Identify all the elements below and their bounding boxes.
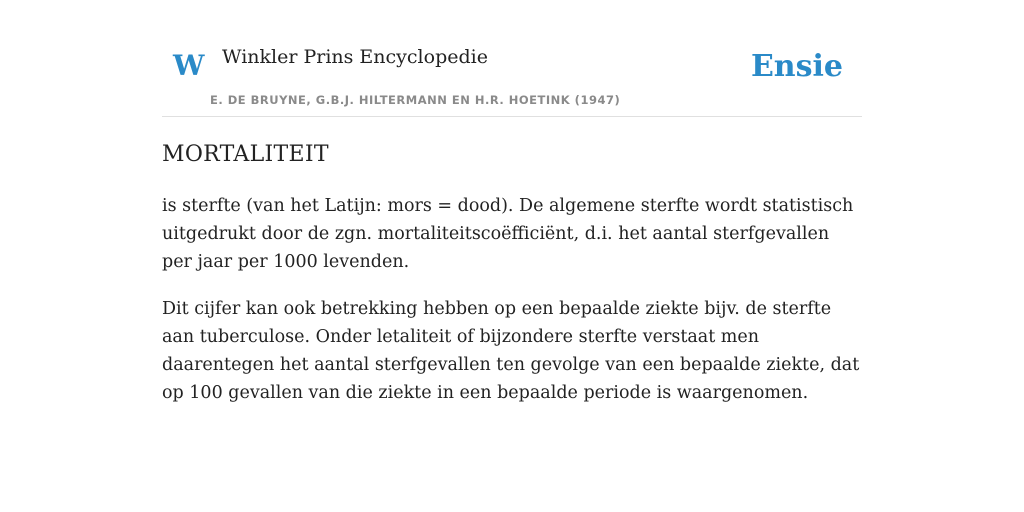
entry-paragraph: Dit cijfer kan ook betrekking hebben op een bepaalde ziekte bijv. de sterfte aan tuberculose. Onder letaliteit of bijzondere sterfte verstaat men daarentegen het aantal sterfgevallen ten gevolge van een bepaalde ziekte, dat op 100 gevallen van die ziekte in een bepaalde periode is waargenomen.	[162, 299, 860, 403]
entry-content	[162, 138, 862, 407]
entry-title: MORTALITEIT	[162, 142, 329, 167]
ensie-logo[interactable]: Ensie	[750, 49, 843, 84]
entry-paragraph: is sterfte (van het Latijn: mors = dood). De algemene sterfte wordt statistisch uitgedrukt door de zgn. mortaliteitscoëfficiënt, d.i. het aantal sterfgevallen per jaar per 1000 levenden.	[162, 196, 854, 272]
source-header	[162, 0, 862, 117]
source-authors: E. DE BRUYNE, G.B.J. HILTERMANN EN H.R. HOETINK (1947)	[210, 93, 621, 107]
winkler-prins-logo[interactable]: W	[173, 49, 205, 82]
source-title[interactable]: Winkler Prins Encyclopedie	[222, 46, 488, 68]
